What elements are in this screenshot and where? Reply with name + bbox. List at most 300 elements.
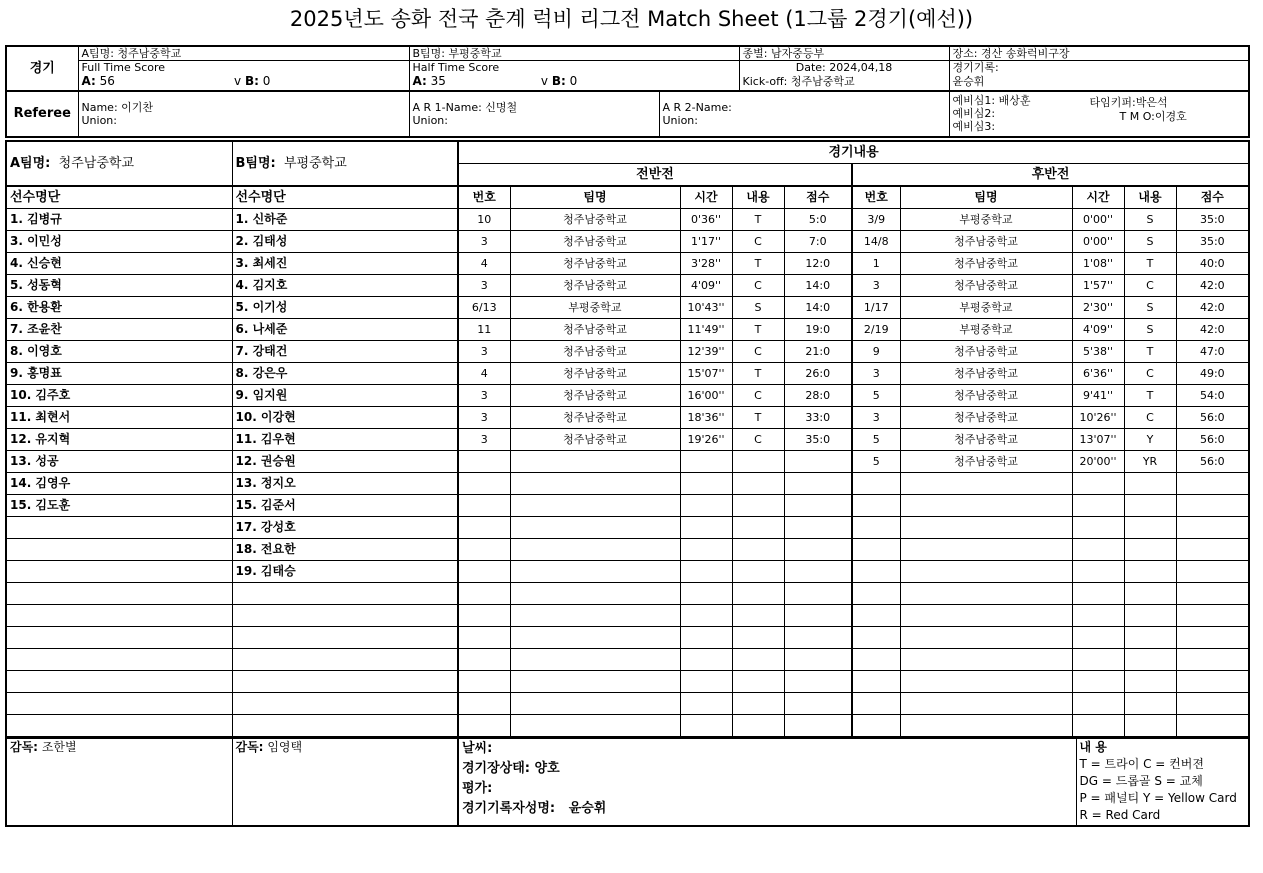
team-b-player: 5. 이기성	[232, 296, 458, 318]
team-b-player: 17. 강성호	[232, 516, 458, 538]
ar1-union: Union:	[412, 113, 448, 127]
legend-line-4: R = Red Card	[1079, 807, 1161, 822]
second-half-event-time: 9'41''	[1072, 384, 1124, 406]
first-half-event-team: 부평중학교	[510, 296, 680, 318]
coach-b-cell: 감독: 임영택	[232, 738, 458, 826]
player-list-header-a: 선수명단	[6, 186, 232, 209]
first-half-event-score	[784, 626, 852, 648]
first-half-event-score: 19:0	[784, 318, 852, 340]
team-b-player: 11. 김우현	[232, 428, 458, 450]
team-b-player: 13. 정지오	[232, 472, 458, 494]
second-half-event-score: 54:0	[1176, 384, 1249, 406]
second-half-event-time: 13'07''	[1072, 428, 1124, 450]
table-row	[6, 384, 1249, 406]
first-half-event-time	[680, 472, 732, 494]
second-half-event-team	[900, 648, 1072, 670]
second-half-event-score	[1176, 692, 1249, 714]
second-half-event-score	[1176, 604, 1249, 626]
second-half-event-time: 4'09''	[1072, 318, 1124, 340]
second-half-event-score: 35:0	[1176, 230, 1249, 252]
second-half-event-time: 0'00''	[1072, 230, 1124, 252]
team-b-player: 9. 임지원	[232, 384, 458, 406]
half-score-a: A: 35 v B: 0	[409, 75, 659, 91]
venue-line: 장소: 경산 송화럭비구장	[949, 46, 1249, 61]
first-half-event-type	[732, 714, 784, 737]
second-half-event-team: 청주남중학교	[900, 384, 1072, 406]
first-half-event-team: 청주남중학교	[510, 340, 680, 362]
second-half-event-number	[852, 472, 900, 494]
first-half-event-time	[680, 582, 732, 604]
first-half-event-score	[784, 472, 852, 494]
second-half-event-type	[1124, 494, 1176, 516]
first-half-event-number	[458, 560, 510, 582]
ground-condition: 경기장상태: 양호	[462, 760, 560, 776]
second-half-event-type: T	[1124, 384, 1176, 406]
second-half-event-time: 5'38''	[1072, 340, 1124, 362]
first-half-event-type	[732, 472, 784, 494]
second-half-event-number	[852, 604, 900, 626]
referee-union: Union:	[81, 113, 117, 127]
first-half-event-type	[732, 538, 784, 560]
first-half-event-number	[458, 648, 510, 670]
legend-line-2: DG = 드롭골 S = 교체	[1079, 773, 1203, 788]
recorder-signature: 경기기록자성명: 윤승휘	[462, 800, 607, 816]
second-half-event-time	[1072, 604, 1124, 626]
page-title: 2025년도 송화 전국 춘계 럭비 리그전 Match Sheet (1그룹 2경기(예선))	[289, 7, 974, 31]
second-half-event-team: 청주남중학교	[900, 252, 1072, 274]
first-half-event-team	[510, 714, 680, 737]
first-half-event-score	[784, 692, 852, 714]
first-half-event-type	[732, 604, 784, 626]
second-half-event-score: 47:0	[1176, 340, 1249, 362]
table-row	[6, 582, 1249, 604]
second-half-event-score	[1176, 538, 1249, 560]
second-half-event-type: YR	[1124, 450, 1176, 472]
table-row	[6, 692, 1249, 714]
first-half-event-time	[680, 714, 732, 737]
table-row	[6, 626, 1249, 648]
second-half-event-type	[1124, 560, 1176, 582]
first-half-event-time: 0'36''	[680, 208, 732, 230]
second-half-event-time	[1072, 714, 1124, 737]
team-a-player: 5. 성동혁	[6, 274, 232, 296]
second-half-event-number	[852, 692, 900, 714]
second-half-event-time	[1072, 560, 1124, 582]
second-half-event-number: 1/17	[852, 296, 900, 318]
team-b-player: 10. 이강현	[232, 406, 458, 428]
second-half-event-time	[1072, 582, 1124, 604]
referee-cell	[78, 91, 409, 137]
first-half-event-type	[732, 582, 784, 604]
team-b-player: 4. 김지호	[232, 274, 458, 296]
first-half-event-number: 3	[458, 274, 510, 296]
first-half-event-number: 3	[458, 428, 510, 450]
first-half-event-team	[510, 472, 680, 494]
first-half-event-time	[680, 560, 732, 582]
team-a-player: 13. 성공	[6, 450, 232, 472]
second-half-event-type	[1124, 714, 1176, 737]
second-half-event-type: S	[1124, 208, 1176, 230]
player-list-header-b: 선수명단	[232, 186, 458, 209]
first-half-event-number: 3	[458, 384, 510, 406]
col-score-1: 점수	[784, 186, 852, 209]
second-half-event-number	[852, 560, 900, 582]
first-half-event-team	[510, 494, 680, 516]
first-half-event-time	[680, 516, 732, 538]
first-half-event-score	[784, 494, 852, 516]
second-half-event-number	[852, 670, 900, 692]
second-half-event-number: 5	[852, 428, 900, 450]
first-half-event-time: 4'09''	[680, 274, 732, 296]
first-half-event-type	[732, 516, 784, 538]
first-half-event-number	[458, 472, 510, 494]
recorder-label: 경기기록:	[949, 61, 1249, 75]
second-half-event-number: 1	[852, 252, 900, 274]
first-half-event-team	[510, 560, 680, 582]
second-half-event-score: 35:0	[1176, 208, 1249, 230]
first-half-event-number	[458, 582, 510, 604]
col-score-2: 점수	[1176, 186, 1249, 209]
team-b-player: 7. 강태건	[232, 340, 458, 362]
first-half-event-score	[784, 560, 852, 582]
first-half-event-time: 16'00''	[680, 384, 732, 406]
first-half-event-type	[732, 648, 784, 670]
table-row	[6, 648, 1249, 670]
first-half-event-time: 1'17''	[680, 230, 732, 252]
timekeeper: 타임키퍼:박은석	[1089, 95, 1168, 109]
team-b-player: 1. 신하준	[232, 208, 458, 230]
weather: 날씨:	[462, 740, 493, 756]
second-half-event-time	[1072, 494, 1124, 516]
team-a-name-line: A팀명: 청주남중학교	[78, 46, 409, 61]
first-half-event-score: 14:0	[784, 296, 852, 318]
match-info-table	[5, 45, 1250, 138]
table-row	[6, 208, 1249, 230]
first-half-event-number	[458, 670, 510, 692]
first-half-event-number: 6/13	[458, 296, 510, 318]
table-row	[6, 252, 1249, 274]
second-half-event-type: S	[1124, 296, 1176, 318]
full-score-b: v B: 0	[231, 75, 409, 91]
second-half-event-number	[852, 648, 900, 670]
second-half-event-type	[1124, 648, 1176, 670]
table-row	[6, 472, 1249, 494]
second-half-event-number: 5	[852, 384, 900, 406]
col-time-2: 시간	[1072, 186, 1124, 209]
referee-label: Referee	[6, 91, 78, 137]
first-half-event-time: 11'49''	[680, 318, 732, 340]
team-a-player	[6, 582, 232, 604]
team-b-player: 12. 권승원	[232, 450, 458, 472]
first-half-event-number	[458, 450, 510, 472]
second-half-event-time	[1072, 538, 1124, 560]
match-sheet	[5, 45, 1248, 827]
first-half-event-time	[680, 648, 732, 670]
table-row	[6, 450, 1249, 472]
first-half-event-score	[784, 670, 852, 692]
first-half-event-team	[510, 582, 680, 604]
second-half-event-team: 청주남중학교	[900, 340, 1072, 362]
second-half-event-type: S	[1124, 230, 1176, 252]
second-half-event-number: 3	[852, 274, 900, 296]
team-a-player: 9. 홍명표	[6, 362, 232, 384]
team-b-player	[232, 692, 458, 714]
team-b-player	[232, 714, 458, 737]
team-a-player	[6, 516, 232, 538]
first-half-event-number	[458, 516, 510, 538]
table-row	[6, 714, 1249, 737]
second-half-event-team	[900, 670, 1072, 692]
second-half-event-time: 10'26''	[1072, 406, 1124, 428]
team-b-player	[232, 604, 458, 626]
second-half-event-time: 20'00''	[1072, 450, 1124, 472]
first-half-event-type: C	[732, 340, 784, 362]
second-half-event-team	[900, 604, 1072, 626]
second-half-event-time	[1072, 670, 1124, 692]
first-half-event-time	[680, 670, 732, 692]
second-half-event-score: 40:0	[1176, 252, 1249, 274]
first-half-event-number: 3	[458, 230, 510, 252]
table-row	[6, 362, 1249, 384]
second-half-event-score	[1176, 560, 1249, 582]
first-half-event-type: T	[732, 406, 784, 428]
second-half-event-team: 청주남중학교	[900, 362, 1072, 384]
second-half-event-time	[1072, 516, 1124, 538]
first-half-event-team: 청주남중학교	[510, 252, 680, 274]
first-half-event-team	[510, 538, 680, 560]
team-a-player	[6, 714, 232, 737]
second-half-event-number	[852, 494, 900, 516]
team-b-player: 8. 강은우	[232, 362, 458, 384]
first-half-event-time	[680, 538, 732, 560]
second-half-event-score: 56:0	[1176, 428, 1249, 450]
first-half-event-number: 11	[458, 318, 510, 340]
first-half-event-type: S	[732, 296, 784, 318]
first-half-event-score	[784, 538, 852, 560]
second-half-event-time: 1'08''	[1072, 252, 1124, 274]
tmo: T M O:이경호	[1119, 109, 1187, 123]
coach-a-cell: 감독: 조한별	[6, 738, 232, 826]
reserve-referee-3: 예비심3:	[952, 120, 996, 133]
second-half-event-score	[1176, 714, 1249, 737]
col-number-1: 번호	[458, 186, 510, 209]
ar1-cell	[409, 91, 659, 137]
table-row	[6, 516, 1249, 538]
first-half-event-score: 33:0	[784, 406, 852, 428]
second-half-event-type	[1124, 626, 1176, 648]
second-half-event-type: C	[1124, 406, 1176, 428]
first-half-event-score: 12:0	[784, 252, 852, 274]
match-content-header: 경기내용	[458, 141, 1249, 164]
first-half-event-number	[458, 494, 510, 516]
first-half-event-score	[784, 582, 852, 604]
second-half-event-type	[1124, 604, 1176, 626]
team-a-player: 12. 유지혁	[6, 428, 232, 450]
first-half-event-score	[784, 604, 852, 626]
col-team-2: 팀명	[900, 186, 1072, 209]
first-half-event-score	[784, 648, 852, 670]
first-half-event-time: 18'36''	[680, 406, 732, 428]
table-row	[6, 406, 1249, 428]
team-a-player: 6. 한용환	[6, 296, 232, 318]
second-half-event-number: 9	[852, 340, 900, 362]
second-half-event-team	[900, 494, 1072, 516]
team-b-player: 2. 김태성	[232, 230, 458, 252]
team-b-name-line: B팀명: 부평중학교	[409, 46, 739, 61]
team-a-header: A팀명: 청주남중학교	[6, 141, 232, 186]
reserve-referee-2: 예비심2:	[952, 107, 996, 120]
team-b-player: 18. 전요한	[232, 538, 458, 560]
first-half-event-score: 7:0	[784, 230, 852, 252]
first-half-event-type	[732, 450, 784, 472]
second-half-event-type: S	[1124, 318, 1176, 340]
table-row	[6, 296, 1249, 318]
second-half-event-score	[1176, 494, 1249, 516]
legend-cell	[1076, 738, 1249, 826]
team-a-player	[6, 560, 232, 582]
team-b-player: 6. 나세준	[232, 318, 458, 340]
second-half-event-score: 56:0	[1176, 450, 1249, 472]
first-half-event-number	[458, 538, 510, 560]
second-half-header: 후반전	[852, 163, 1249, 186]
first-half-event-team	[510, 626, 680, 648]
team-a-player: 11. 최현서	[6, 406, 232, 428]
first-half-event-number	[458, 692, 510, 714]
team-a-player	[6, 626, 232, 648]
first-half-event-type: T	[732, 208, 784, 230]
second-half-event-team: 청주남중학교	[900, 274, 1072, 296]
legend-title: 내 용	[1079, 739, 1107, 754]
reserve-referee-1: 예비심1: 배상훈	[952, 94, 1031, 107]
first-half-event-number: 3	[458, 406, 510, 428]
first-half-event-time	[680, 626, 732, 648]
roster-events-table	[5, 140, 1250, 738]
second-half-event-type: Y	[1124, 428, 1176, 450]
team-a-player	[6, 604, 232, 626]
first-half-event-number	[458, 714, 510, 737]
second-half-event-type	[1124, 692, 1176, 714]
team-b-player	[232, 582, 458, 604]
second-half-event-type: C	[1124, 274, 1176, 296]
team-a-player	[6, 692, 232, 714]
first-half-event-score: 35:0	[784, 428, 852, 450]
table-row	[6, 230, 1249, 252]
col-time-1: 시간	[680, 186, 732, 209]
second-half-event-number: 3	[852, 362, 900, 384]
team-b-player	[232, 670, 458, 692]
table-row	[6, 604, 1249, 626]
first-half-event-number	[458, 626, 510, 648]
date-line: Date: 2024,04,18	[739, 61, 949, 75]
first-half-event-team	[510, 692, 680, 714]
first-half-header: 전반전	[458, 163, 852, 186]
first-half-event-team	[510, 604, 680, 626]
game-label: 경기	[6, 46, 78, 91]
first-half-event-team: 청주남중학교	[510, 318, 680, 340]
second-half-event-team: 청주남중학교	[900, 406, 1072, 428]
first-half-event-type: C	[732, 428, 784, 450]
first-half-event-time: 3'28''	[680, 252, 732, 274]
table-row	[6, 340, 1249, 362]
team-a-player: 1. 김병규	[6, 208, 232, 230]
second-half-event-team: 청주남중학교	[900, 450, 1072, 472]
first-half-event-score: 21:0	[784, 340, 852, 362]
team-a-player: 4. 신승현	[6, 252, 232, 274]
team-a-player: 15. 김도훈	[6, 494, 232, 516]
first-half-event-team: 청주남중학교	[510, 384, 680, 406]
recorder-name: 윤승휘	[949, 75, 1249, 91]
first-half-event-time	[680, 450, 732, 472]
second-half-event-score	[1176, 582, 1249, 604]
first-half-event-team: 청주남중학교	[510, 274, 680, 296]
ar2-union: Union:	[662, 113, 698, 127]
team-b-player	[232, 648, 458, 670]
second-half-event-team: 청주남중학교	[900, 230, 1072, 252]
first-half-event-score: 28:0	[784, 384, 852, 406]
second-half-event-team	[900, 692, 1072, 714]
first-half-event-type: T	[732, 318, 784, 340]
second-half-event-time: 0'00''	[1072, 208, 1124, 230]
category-line: 종별: 남자중등부	[739, 46, 949, 61]
second-half-event-number	[852, 582, 900, 604]
ar1-name: A R 1-Name: 신명철	[412, 100, 518, 114]
table-row	[6, 670, 1249, 692]
legend-line-1: T = 트라이 C = 컨버젼	[1079, 756, 1204, 771]
second-half-event-team	[900, 626, 1072, 648]
second-half-event-score	[1176, 648, 1249, 670]
second-half-event-type: T	[1124, 340, 1176, 362]
team-a-player	[6, 538, 232, 560]
second-half-event-score	[1176, 472, 1249, 494]
second-half-event-score: 42:0	[1176, 318, 1249, 340]
second-half-event-score	[1176, 626, 1249, 648]
half-time-label: Half Time Score	[409, 61, 739, 75]
second-half-event-team: 부평중학교	[900, 318, 1072, 340]
second-half-event-team	[900, 538, 1072, 560]
second-half-event-type	[1124, 582, 1176, 604]
first-half-event-time: 19'26''	[680, 428, 732, 450]
team-b-player: 3. 최세진	[232, 252, 458, 274]
legend-line-3: P = 패널티 Y = Yellow Card	[1079, 790, 1237, 805]
second-half-event-time: 1'57''	[1072, 274, 1124, 296]
first-half-event-team: 청주남중학교	[510, 362, 680, 384]
second-half-event-team	[900, 472, 1072, 494]
referee-name: Name: 이기찬	[81, 100, 154, 114]
team-a-player: 3. 이민성	[6, 230, 232, 252]
first-half-event-time: 10'43''	[680, 296, 732, 318]
col-team-1: 팀명	[510, 186, 680, 209]
ar2-name: A R 2-Name:	[662, 100, 732, 114]
first-half-event-number: 10	[458, 208, 510, 230]
table-row	[6, 428, 1249, 450]
first-half-event-number: 4	[458, 252, 510, 274]
second-half-event-score: 49:0	[1176, 362, 1249, 384]
first-half-event-time: 15'07''	[680, 362, 732, 384]
team-b-player: 19. 김태승	[232, 560, 458, 582]
second-half-event-team	[900, 582, 1072, 604]
team-a-player	[6, 648, 232, 670]
team-a-player: 10. 김주호	[6, 384, 232, 406]
first-half-event-team: 청주남중학교	[510, 428, 680, 450]
second-half-event-time	[1072, 648, 1124, 670]
second-half-event-number	[852, 538, 900, 560]
second-half-event-number	[852, 714, 900, 737]
second-half-event-time	[1072, 626, 1124, 648]
second-half-event-type	[1124, 538, 1176, 560]
match-notes-cell	[458, 738, 1076, 826]
first-half-event-type	[732, 670, 784, 692]
evaluation: 평가:	[462, 780, 493, 796]
